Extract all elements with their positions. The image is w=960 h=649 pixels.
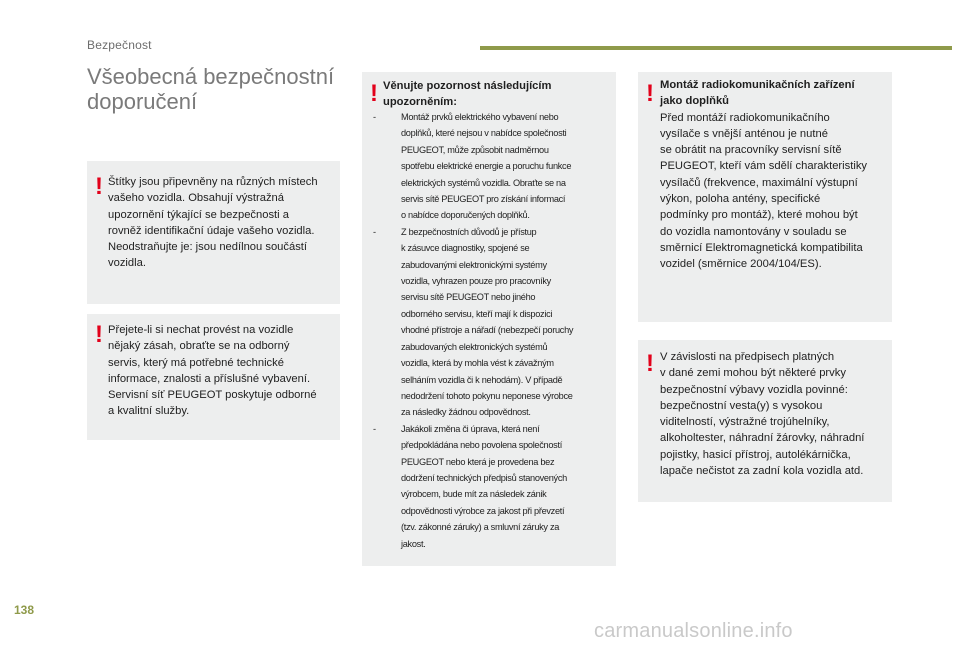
equipment-warning-text: V závislosti na předpisech platných v dané zemi mohou být některé prvky bezpečnostní výbavy vozidla povinné: bezpečnostní vesta(y) s vysokou viditelností, výstražné trojúhelníky, alkoholtester, náhradní žárovky, náhradní pojistky, hasicí přístroj, autolékárnička, lapače nečistot za zadní kola vozidla atd. [660,351,865,478]
watermark: carmanualsonline.info [594,620,793,642]
accessories-list [373,109,616,552]
header-bar [480,46,952,50]
labels-warning-text: Štítky jsou připevněny na různých místech vašeho vozidla. Obsahují výstražná upozornění týkající se bezpečnosti a rovněž identifikační údaje vašeho vozidla. Neodstraňujte je: jsou nedílnou součástí vozidla. [108,176,318,270]
page-title [87,64,347,114]
warning-icon: ! [370,80,378,107]
page-number: 138 [14,603,35,617]
radio-warning-text: Montáž radiokomunikačních zařízení jako doplňků Před montáží radiokomunikačního vysílače s vnější anténou je nutné se obrátit na pracovníky servisní sítě PEUGEOT, kteří vám sdělí charakteristiky vysílačů (frekvence, maximální výstupní výkon, poloha antény, specifické podmínky pro montáž), které mohou být do vozidla namontovány v souladu se směrnicí Elektromagnetická kompatibilita vozidel (směrnice 2004/104/ES). [660,79,868,271]
title-line: Všeobecná bezpečnostní [87,64,335,89]
title-line: doporučení [87,89,198,114]
list-item: - Jakákoli změna či úprava, která není předpokládána nebo povolena společností PEUGEOT nebo která je provedena bez dodržení technických předpisů stanovených výrobcem, bude mít za následek zánik odpovědnosti výrobce za jakost při převzetí (tzv. zákonné záruky) a smluvní záruky za jakost. [373,423,567,549]
service-warning-text: Přejete-li si nechat provést na vozidle nějaký zásah, obraťte se na odborný servis, který má potřebné technické informace, znalosti a příslušné vybavení. Servisní síť PEUGEOT poskytuje odborné a kvalitní služby. [108,324,317,418]
warning-icon: ! [95,321,103,348]
warning-icon: ! [646,80,654,107]
section-label: Bezpečnost [87,38,152,52]
list-item: - Z bezpečnostních důvodů je přístup k zásuvce diagnostiky, spojené se zabudovanými elektronickými systémy vozidla, vyhrazen pouze pro pracovníky servisu sítě PEUGEOT nebo jiného odborného servisu, kteří mají k dispozici vhodné přístroje a nářadí (nebezpečí poruchy zabudovaných elektronických systémů vozidla, která by mohla vést k závažným selháním vozidla či k nehodám). V případě nedodržení tohoto pokynu neponese výrobce za následky žádnou odpovědnost. [373,226,574,418]
warning-icon: ! [95,173,103,200]
accessories-heading: Věnujte pozornost následujícím upozorněním: [383,80,552,109]
warning-icon: ! [646,350,654,377]
list-item: - Montáž prvků elektrického vybavení nebo doplňků, které nejsou v nabídce společnosti PEUGEOT, může způsobit nadměrnou spotřebu elektrické energie a poruchu funkce elektrických systémů vozidla. Obraťte se na servis sítě PEUGEOT pro získání informací o nabídce doporučených doplňků. [373,112,572,221]
